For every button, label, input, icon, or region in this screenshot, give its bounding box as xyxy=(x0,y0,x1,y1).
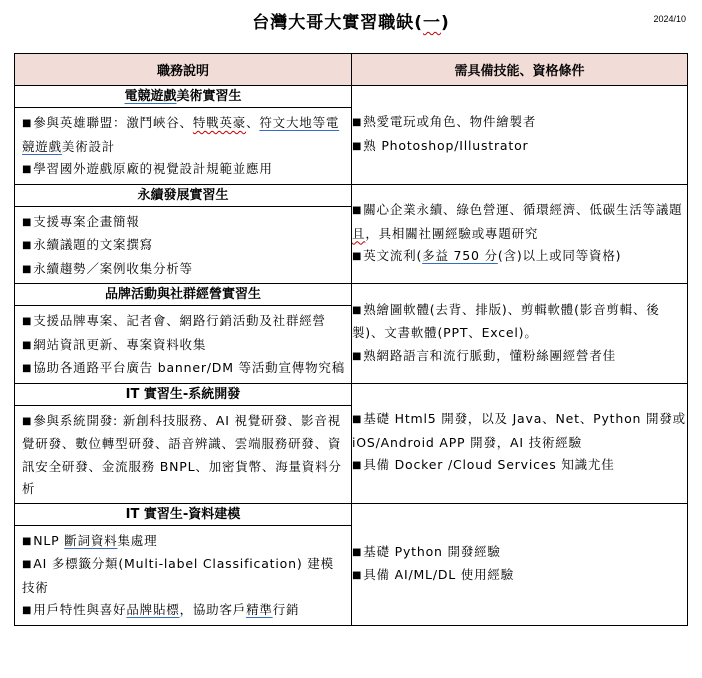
requirement-item: ■關心企業永續、綠色營運、循環經濟、低碳生活等議題且，具相關社團經驗或專題研究 xyxy=(352,202,683,241)
job-title: 品牌活動與社群經營實習生 xyxy=(15,284,351,306)
table-row xyxy=(15,284,688,384)
duty-item: ■支援品牌專案、記者會、網路行銷活動及社群經營 xyxy=(22,313,326,328)
job-title: IT 實習生-系統開發 xyxy=(15,384,351,406)
bullet-square-icon: ■ xyxy=(22,559,33,570)
table-row xyxy=(15,86,688,185)
duty-item: ■學習國外遊戲原廠的視覺設計規範並應用 xyxy=(22,161,273,176)
bullet-square-icon: ■ xyxy=(22,216,33,228)
duty-item: ■參與英雄聯盟：激鬥峽谷、特戰英豪、符文大地等電競遊戲美術設計 xyxy=(22,115,340,154)
requirements-cell xyxy=(352,86,688,185)
bullet-square-icon: ■ xyxy=(22,118,33,129)
job-duties xyxy=(15,526,351,625)
bullet-square-icon: ■ xyxy=(352,460,363,472)
table-header-row xyxy=(15,54,688,86)
job-title: 永續發展實習生 xyxy=(15,185,351,207)
bullet-square-icon: ■ xyxy=(352,117,363,129)
table-row xyxy=(15,503,688,625)
duty-item: ■永續議題的文案撰寫 xyxy=(22,237,153,252)
bullet-square-icon: ■ xyxy=(352,350,363,362)
requirement-item: ■具備 AI/ML/DL 使用經驗 xyxy=(352,567,514,582)
requirement-item: ■基礎 Html5 開發，以及 Java、Net、Python 開發或 iOS/Android APP 開發，AI 技術經驗 xyxy=(352,411,686,450)
requirement-item: ■英文流利(多益 750 分(含)以上或同等資格) xyxy=(352,248,622,263)
duty-item: ■用戶特性與喜好品牌貼標，協助客戶精準行銷 xyxy=(22,602,300,617)
job-duties xyxy=(15,406,351,503)
job-title: IT 實習生-資料建模 xyxy=(15,504,351,526)
bullet-square-icon: ■ xyxy=(22,363,33,374)
document-title xyxy=(0,8,702,33)
requirements-cell xyxy=(352,184,688,284)
requirement-item: ■熟 Photoshop/Illustrator xyxy=(352,137,529,153)
requirement-item: ■具備 Docker /Cloud Services 知識尤佳 xyxy=(352,457,615,473)
requirement-item: ■基礎 Python 開發經驗 xyxy=(352,543,501,559)
bullet-square-icon: ■ xyxy=(22,339,33,351)
requirement-item: ■熟網路語言和流行脈動，懂粉絲團經營者佳 xyxy=(352,347,616,363)
title-text: 台灣大哥大實習職缺( xyxy=(252,13,423,33)
job-duties xyxy=(15,306,351,383)
duty-item: ■NLP 斷詞資料集處理 xyxy=(22,532,158,548)
header-requirements: 需具備技能、資格條件 xyxy=(352,54,688,86)
requirement-item: ■熱愛電玩或角色、物件繪製者 xyxy=(352,114,537,130)
table-row xyxy=(15,184,688,284)
requirements-cell xyxy=(352,284,688,384)
requirement-item: ■熟繪圖軟體(去背、排版)、剪輯軟體(影音剪輯、後製)、文書軟體(PPT、Excel)。 xyxy=(352,301,660,340)
job-title: 電競遊戲美術實習生 xyxy=(15,86,351,108)
bullet-square-icon: ■ xyxy=(352,140,363,152)
duty-item: ■參與系統開發: 新創科技服務、AI 視覺研發、影音視覺研發、數位轉型研發、語音辨識、雲端服務研發、資訊安全研發、金流服務 BNPL、加密貨幣、海量資料分析 xyxy=(22,412,342,496)
job-cell xyxy=(15,86,352,185)
bullet-square-icon: ■ xyxy=(352,251,363,262)
bullet-square-icon: ■ xyxy=(352,546,363,558)
requirements-cell xyxy=(352,383,688,503)
job-table xyxy=(14,53,688,626)
bullet-square-icon: ■ xyxy=(22,164,33,175)
duty-item: ■支援專案企畫簡報 xyxy=(22,213,140,229)
bullet-square-icon: ■ xyxy=(352,205,363,216)
bullet-square-icon: ■ xyxy=(22,240,33,251)
job-duties xyxy=(15,207,351,284)
bullet-square-icon: ■ xyxy=(22,415,33,427)
bullet-square-icon: ■ xyxy=(352,304,363,316)
bullet-square-icon: ■ xyxy=(352,570,363,581)
table-row xyxy=(15,383,688,503)
duty-item: ■AI 多標籤分類(Multi-label Classification) 建模技術 xyxy=(22,556,334,595)
duty-item: ■協助各通路平台廣告 banner/DM 等活動宣傳物究稿 xyxy=(22,360,345,375)
bullet-square-icon: ■ xyxy=(352,414,363,426)
title-number: 一 xyxy=(423,13,441,33)
header-job-description: 職務說明 xyxy=(15,54,352,86)
duty-item: ■網站資訊更新、專案資料收集 xyxy=(22,336,207,352)
job-cell xyxy=(15,383,352,503)
bullet-square-icon: ■ xyxy=(22,316,33,327)
bullet-square-icon: ■ xyxy=(22,535,33,547)
job-cell xyxy=(15,284,352,384)
job-cell xyxy=(15,184,352,284)
job-cell xyxy=(15,503,352,625)
bullet-square-icon: ■ xyxy=(22,605,33,616)
bullet-square-icon: ■ xyxy=(22,263,33,275)
requirements-cell xyxy=(352,503,688,625)
job-duties xyxy=(15,108,351,184)
document-date: 2024/10 xyxy=(653,14,686,24)
duty-item: ■永續趨勢／案例收集分析等 xyxy=(22,260,193,276)
title-close: ) xyxy=(441,13,450,33)
